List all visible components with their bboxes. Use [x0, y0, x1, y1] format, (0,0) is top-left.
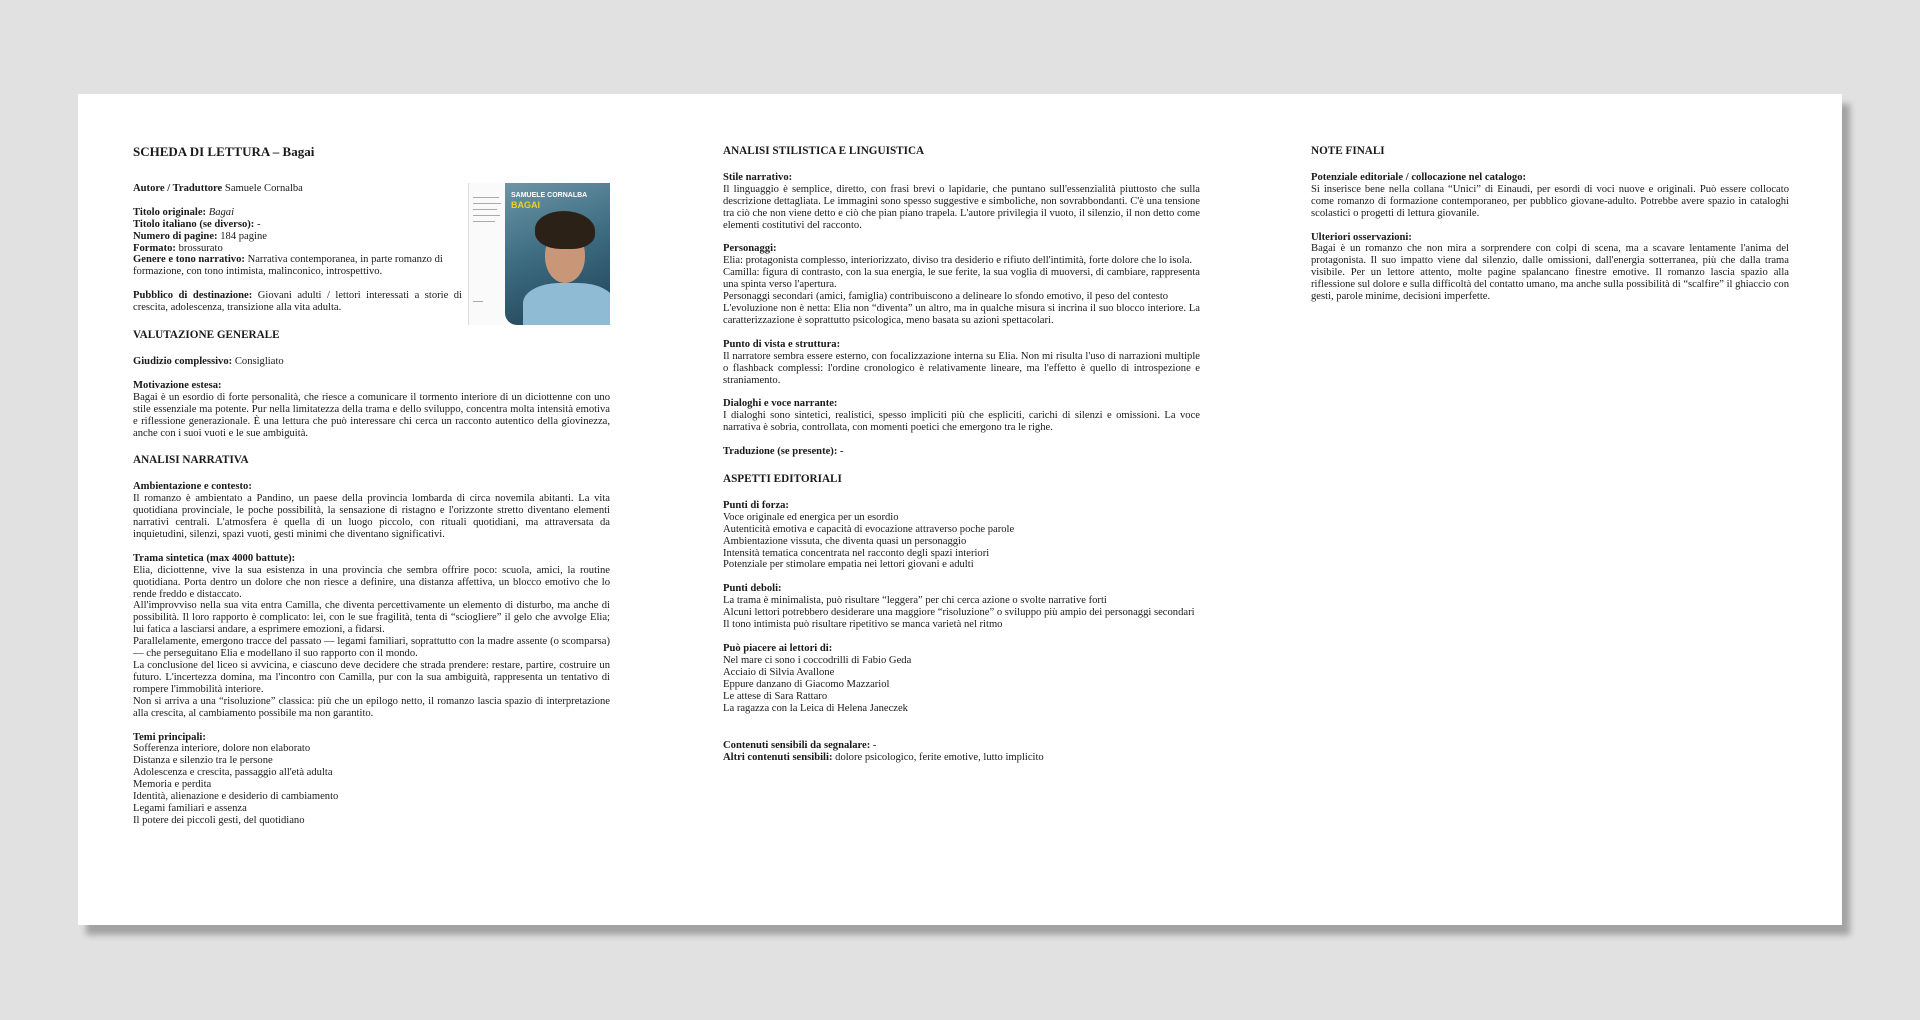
cover-author: SAMUELE CORNALBA [511, 191, 588, 199]
list-item: Intensità tematica concentrata nel racconto degli spazi interiori [723, 547, 990, 559]
motivation: Motivazione estesa: Bagai è un esordio di forte personalità, che riesce a comunicare il tormento interiore di un diciottenne con uno stile essenziale ma potente. Pur nella limitatezza della trama e dello sviluppo, concentra molta intensità emotiva e riflessione generazionale. È una lettura che può interessare chi cerca un racconto autentico della giovinezza, anche con i suoi vuoti e le sue ambiguità. [133, 379, 610, 439]
dialogue: Dialoghi e voce narrante: I dialoghi sono sintetici, realistici, spesso impliciti più che espliciti, carichi di silenzi e omissioni. La voce narrativa è sobria, controllata, con momenti poetici che emergono tra le righe. [723, 398, 1200, 434]
themes-list: Temi principali: Sofferenza interiore, dolore non elaborato Distanza e silenzio tra le persone Adolescenza e crescita, passaggio all'età adulta Memoria e perdita Identità, alienazione e desiderio di cambiamento Legami familiari e assenza Il potere dei piccoli gesti, del quotidiano [133, 732, 610, 827]
list-item: Alcuni lettori potrebbero desiderare una maggiore “risoluzione” o sviluppo più ampio dei personaggi secondari [723, 607, 1195, 619]
valutazione-heading: VALUTAZIONE GENERALE [133, 329, 280, 342]
reading-sheet-page [78, 94, 1842, 925]
list-item: Autenticità emotiva e capacità di evocazione attraverso poche parole [723, 523, 1015, 535]
list-item: Il potere dei piccoli gesti, del quotidiano [133, 814, 305, 826]
translation: Traduzione (se presente): - [723, 446, 844, 458]
audience: Pubblico di destinazione: Giovani adulti / lettori interessati a storie di crescita, adolescenza, transizione alla vita adulta. [133, 290, 463, 314]
weaknesses-list: Punti deboli: La trama è minimalista, può risultare “leggera” per chi cerca azione o svolte narrative forti Alcuni lettori potrebbero desiderare una maggiore “risoluzione” o sviluppo più ampio dei personaggi secondari Il tono intimista può risultare ripetitivo se manca varietà nel ritmo [723, 583, 1200, 631]
sensitive-content: Contenuti sensibili da segnalare: - Altri contenuti sensibili: dolore psicologico, ferite emotive, lutto implicito [723, 740, 1044, 764]
list-item: Legami familiari e assenza [133, 802, 247, 814]
list-item: Nel mare ci sono i coccodrilli di Fabio Geda [723, 654, 912, 666]
list-item: Potenziale per stimolare empatia nei lettori giovani e adulti [723, 559, 974, 571]
style: Stile narrativo: Il linguaggio è semplice, diretto, con frasi brevi o lapidarie, che puntano sull'essenzialità piuttosto che sulla descrizione dettagliata. Le immagini sono spesso suggestive e simboliche, non sovrabbondanti. C'è una tensione tra ciò che non viene detto e ciò che pian piano trapela. L'autore privilegia il vuoto, il silenzio, il non detto come elementi costitutivi del racconto. [723, 171, 1200, 231]
list-item: La ragazza con la Leica di Helena Janeczek [723, 702, 908, 714]
book-cover-image [468, 183, 610, 325]
plot: Trama sintetica (max 4000 battute): Elia, diciottenne, vive la sua esistenza in una provincia che sembra offrire poco: scuola, amici, la routine quotidiana. Porta dentro un dolore che non riesce a definire, una distanza affettiva, un blocco emotivo che lo rende freddo e distaccato. All'improvviso nella sua vita entra Camilla, che diventa percettivamente un elemento di disturbo, ma anche di possibilità. Il loro rapporto è complicato: lei, con le sue fragilità, tenta di “sciogliere” il gelo che avvolge Elia; lui fatica a lasciarsi andare, a esprimere emozioni, a fidarsi. Parallelamente, emergono tracce del passato — legami familiari, soprattutto con la madre assente (o scomparsa) — che perseguitano Elia e modellano il suo rapporto con il mondo. La conclusione del liceo si avvicina, e ciascuno deve decidere che strada prendere: restare, partire, costruire un futuro. L'incertezza domina, ma l'incontro con Camilla, pur con la sua ambiguità, rappresenta un tentativo di rompere l'immobilità interiore. Non si arriva a una “risoluzione” classica: più che un epilogo netto, il romanzo lascia spazio di interpretazione alla crescita, al cambiamento possibile ma non garantito. [133, 552, 610, 719]
list-item: Sofferenza interiore, dolore non elaborato [133, 743, 311, 755]
list-item: Le attese di Sara Rattaro [723, 690, 828, 702]
setting: Ambientazione e contesto: Il romanzo è ambientato a Pandino, un paese della provincia lombarda di circa novemila abitanti. La vita quotidiana provinciale, le poche possibilità, la sensazione di ristagno e l'orizzonte stretto diventano elementi narrativi centrali. L'atmosfera è quella di un luogo piccolo, con rituali quotidiani, ma attraversata da inquietudini, silenzi, spazi vuoti, gesti minimi che diventano significativi. [133, 481, 610, 540]
stilistica-heading: ANALISI STILISTICA E LINGUISTICA [723, 145, 925, 157]
list-item: Identità, alienazione e desiderio di cambiamento [133, 791, 339, 803]
list-item: Acciaio di Silvia Avallone [723, 666, 835, 678]
analisi-heading: ANALISI NARRATIVA [133, 454, 249, 467]
list-item: Adolescenza e crescita, passaggio all'età adulta [133, 767, 333, 779]
book-front [505, 183, 610, 325]
potential: Potenziale editoriale / collocazione nel catalogo: Si inserisce bene nella collana “Unici” di Einaudi, per esordi di voci nuove e originali. Può essere collocato come romanzo di formazione contemporaneo, per pubblico giovane-adulto. Potrebbe avere spazio in cataloghi scolastici o progetti di lettura giovanile. [1311, 171, 1789, 219]
list-item: La trama è minimalista, può risultare “leggera” per chi cerca azione o svolte narrative forti [723, 595, 1107, 607]
list-item: Memoria e perdita [133, 779, 212, 791]
similar-list: Può piacere ai lettori di: Nel mare ci sono i coccodrilli di Fabio Geda Acciaio di Silvia Avallone Eppure danzano di Giacomo Mazzariol Le attese di Sara Rattaro La ragazza con la Leica di Helena Janeczek [723, 643, 1200, 714]
page-title: SCHEDA DI LETTURA – Bagai [133, 144, 315, 159]
pov: Punto di vista e struttura: Il narratore sembra essere esterno, con focalizzazione interna su Elia. Non mi risulta l'uso di narrazioni multiple o flashback complessi: l'ordine cronologico è relativamente lineare, ma l'effetto è quello di introspezione e straniamento. [723, 338, 1200, 386]
book-spine [468, 183, 505, 325]
list-item: Ambientazione vissuta, che diventa quasi un personaggio [723, 535, 967, 547]
characters: Personaggi: Elia: protagonista complesso, interiorizzato, diviso tra desiderio e rifiuto dell'intimità, forte dolore che lo isola. Camilla: figura di contrasto, con la sua energia, le sue ferite, la sua voglia di muoversi, di cambiare, rappresenta una spinta verso l'apertura. Personaggi secondari (amici, famiglia) contribuiscono a delineare lo sfondo emotivo, il peso del contesto L'evoluzione non è netta: Elia non “diventa” un altro, ma in qualche misura si incrina il suo blocco interiore. La caratterizzazione è soprattutto psicologica, meno basata su azioni spettacolari. [723, 243, 1200, 326]
judgment: Giudizio complessivo: Consigliato [133, 355, 284, 367]
editoriali-heading: ASPETTI EDITORIALI [723, 473, 842, 486]
note-finali-heading: NOTE FINALI [1311, 145, 1385, 157]
list-item: Distanza e silenzio tra le persone [133, 755, 273, 767]
author-row: Autore / Traduttore Samuele Cornalba [133, 182, 303, 194]
list-item: Eppure danzano di Giacomo Mazzariol [723, 678, 890, 690]
column-left [133, 146, 610, 839]
column-right [1311, 146, 1789, 315]
column-middle [723, 146, 1200, 776]
book-meta: Titolo originale: Bagai Titolo italiano (se diverso): - Numero di pagine: 184 pagine Formato: brossurato Genere e tono narrativo: Narrativa contemporanea, in parte romanzo di formazione, con tono intimista, malinconico, introspettivo. [133, 206, 443, 278]
list-item: Voce originale ed energica per un esordio [723, 511, 899, 523]
list-item: Il tono intimista può risultare ripetitivo se manca varietà nel ritmo [723, 619, 1003, 631]
cover-title: BAGAI [511, 199, 540, 210]
strengths-list: Punti di forza: Voce originale ed energica per un esordio Autenticità emotiva e capacità di evocazione attraverso poche parole Ambientazione vissuta, che diventa quasi un personaggio Intensità tematica concentrata nel racconto degli spazi interiori Potenziale per stimolare empatia nei lettori giovani e adulti [723, 500, 1200, 571]
further-notes: Ulteriori osservazioni: Bagai è un romanzo che non mira a sorprendere con colpi di scena, ma a scavare lentamente l'anima del protagonista. Il suo impatto viene dal silenzio, dalle omissioni, dall'energia sotterranea, più che dalla trama visibile. Per un lettore attento, molte pagine spalancano finestre emotive. Il romanzo lascia spazio alla riflessione sul dolore e sulla difficoltà del contatto umano, ma anche sulla possibilità di “scalfire” il ghiaccio con gesti, parole minime, decisioni imperfette. [1311, 231, 1789, 303]
